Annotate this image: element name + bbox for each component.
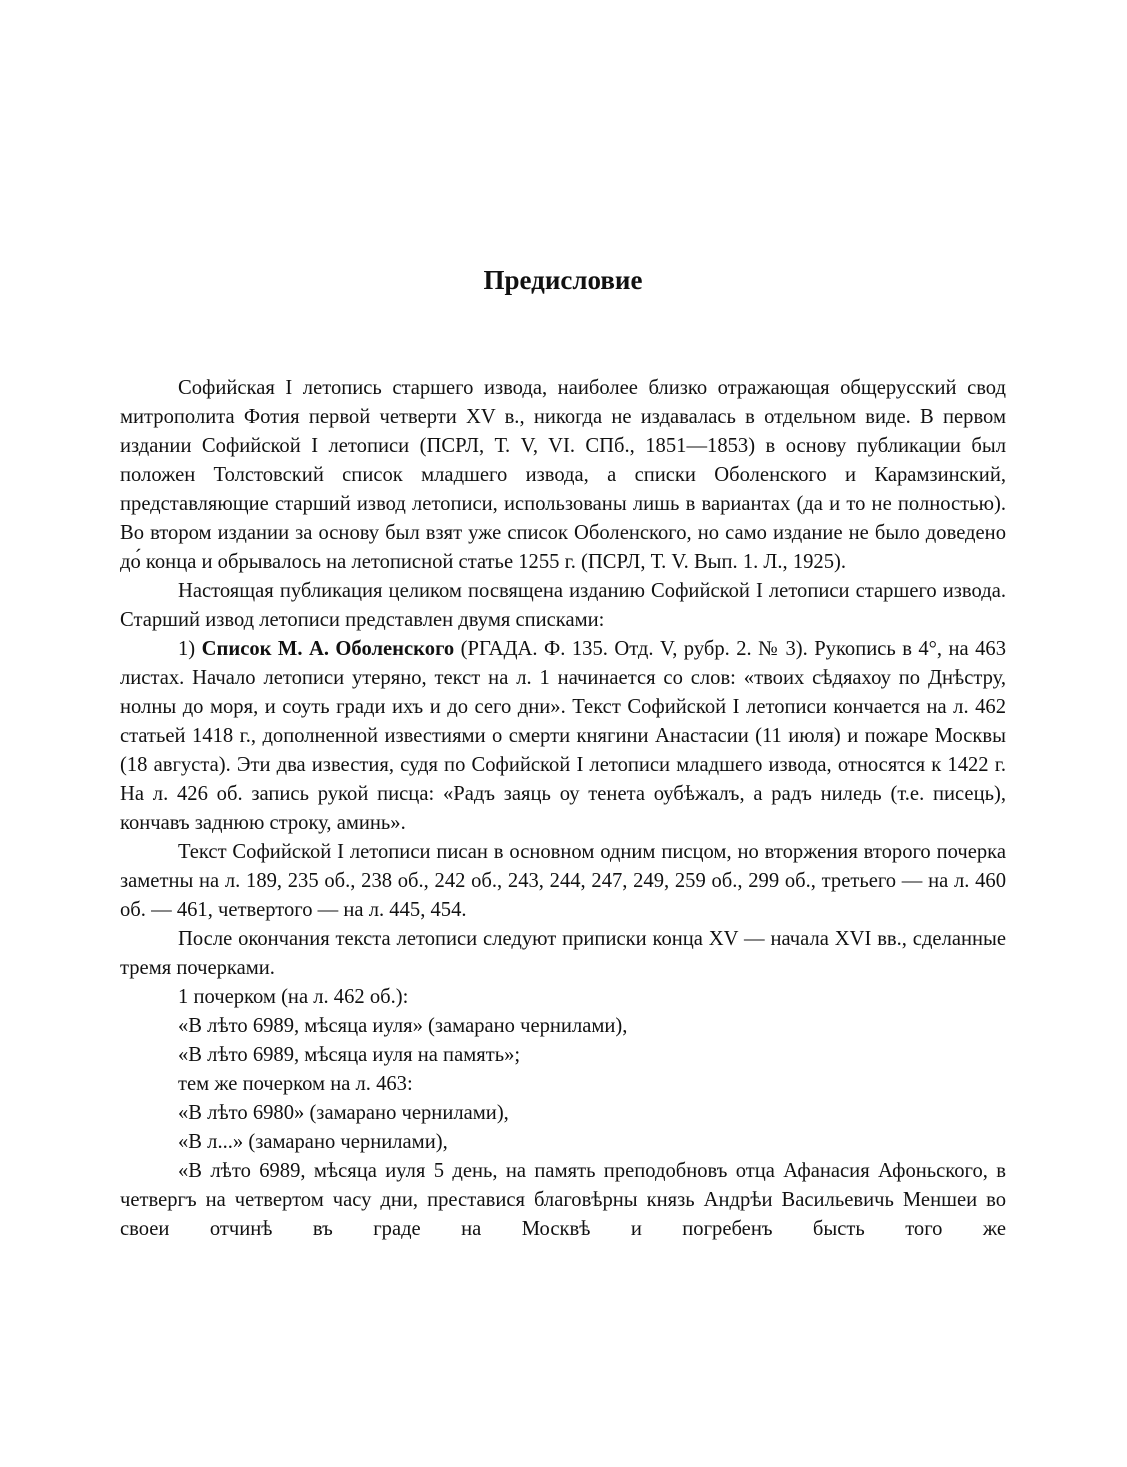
line-same-hand: тем же почерком на л. 463: bbox=[178, 1073, 413, 1095]
paragraph-scribes: Текст Софийской I летописи писан в основном одним писцом, но вторжения второго почерка заметны на л. 189, 235 об., 238 об., 242 об., 243, 244, 247, 249, 259 об., 299 об., третьего — на л. 460 об. — 461, четвертого — на л. 445, 454. bbox=[120, 841, 1006, 921]
paragraph-publication: Настоящая публикация целиком посвящена изданию Софийской I летописи старшего извода. Старший извод летописи представлен двумя списками: bbox=[120, 580, 1006, 631]
line-quote-4: «В л...» (замарано чернилами), bbox=[178, 1131, 448, 1153]
list-description: (РГАДА. Ф. 135. Отд. V, рубр. 2. № 3). Рукопись в 4°, на 463 листах. Начало летописи утеряно, текст на л. 1 начинается со слов: «твоих сѣдяахоу по Днѣстру, нолны до моря, и соуть гради ихъ и до сего дни». Текст Софийской I летописи кончается на л. 462 статьей 1418 г., дополненной известиями о смерти княгини Анастасии (11 июля) и пожаре Москвы (18 августа). Эти два известия, судя по Софийской I летописи младшего извода, относятся к 1422 г. На л. 426 об. запись рукой писца: «Радъ заяць оу тенета оубѣжалъ, а радъ ниледь (т.е. писець), кончавъ заднюю строку, аминь». bbox=[120, 638, 1006, 834]
list-title: Список М. А. Оболенского bbox=[201, 638, 455, 660]
line-quote-2: «В лѣто 6989, мѣсяца иуля на память»; bbox=[178, 1044, 521, 1066]
line-quote-3: «В лѣто 6980» (замарано чернилами), bbox=[178, 1102, 509, 1124]
paragraph-postscripts: После окончания текста летописи следуют приписки конца XV — начала XVI вв., сделанные тремя почерками. bbox=[120, 928, 1006, 979]
page-title: Предисловие bbox=[483, 265, 643, 295]
document-body bbox=[120, 374, 1006, 1244]
paragraph-final-quote: «В лѣто 6989, мѣсяца иуля 5 день, на память преподобновъ отца Афанасия Афоньского, в четвергъ на четвертом часу дни, преставися благовѣрны князь Андрѣи Васильевичь Меншеи во своеи отчинѣ въ граде на Москвѣ и погребенъ бысть того же bbox=[120, 1160, 1006, 1240]
paragraph-intro: Софийская I летопись старшего извода, наиболее близко отражающая общерусский свод митрополита Фотия первой четверти XV в., никогда не издавалась в отдельном виде. В первом издании Софийской I летописи (ПСРЛ, Т. V, VI. СПб., 1851—1853) в основу публикации был положен Толстовский список младшего извода, а списки Оболенского и Карамзинский, представляющие старший извод летописи, использованы лишь в вариантах (да и то не полностью). Во втором издании за основу был взят уже список Оболенского, но само издание не было доведено до́ конца и обрывалось на летописной статье 1255 г. (ПСРЛ, Т. V. Вып. 1. Л., 1925). bbox=[120, 377, 1006, 573]
line-first-hand: 1 почерком (на л. 462 об.): bbox=[178, 986, 409, 1008]
line-quote-1: «В лѣто 6989, мѣсяца иуля» (замарано чернилами), bbox=[178, 1015, 628, 1037]
paragraph-obolensky-list bbox=[120, 635, 1006, 838]
list-number: 1) bbox=[178, 638, 202, 660]
document-page bbox=[120, 0, 1006, 1467]
